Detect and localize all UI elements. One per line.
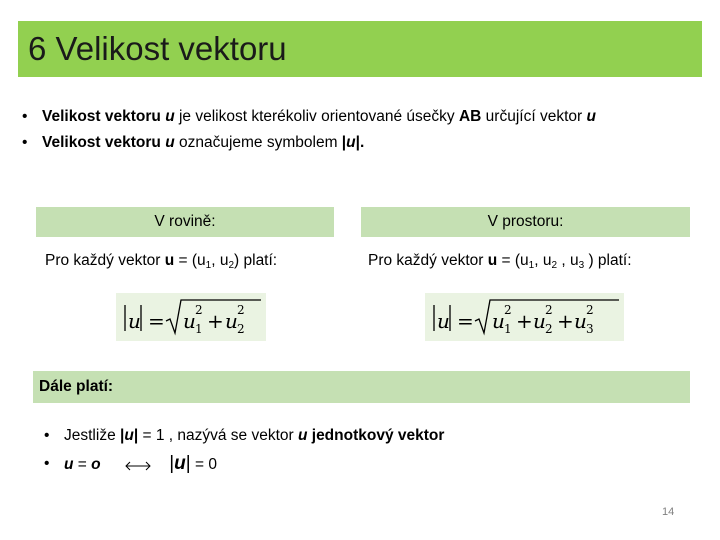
dale-bullet-item-2: • u = o |u| = 0 xyxy=(44,450,444,478)
dale-bullet-item-1: • Jestliže |u| = 1 , nazývá se vektor u jednotkový vektor xyxy=(44,422,444,450)
prostor-text: Pro každý vektor $u = (u_1$, $u_2$ , $u_3$ ) platí: xyxy=(368,252,632,271)
rovina-text: Pro každý vektor $u = (u_1$, $u_2$) platí: xyxy=(45,252,278,271)
rovina-header: V rovině: xyxy=(36,207,334,237)
segment-label: AB xyxy=(458,108,482,125)
svg-text:u: u xyxy=(225,309,238,333)
slide-title: 6 Velikost vektoru xyxy=(28,30,287,67)
equivalence-arrow-icon xyxy=(123,459,153,473)
svg-text:+: + xyxy=(516,309,533,333)
dale-label: Dále platí: xyxy=(39,378,114,395)
rovina-formula-svg xyxy=(118,295,264,339)
vector-symbol: u xyxy=(165,108,175,125)
svg-text:3: 3 xyxy=(586,322,594,336)
prostor-header: V prostoru: xyxy=(361,207,690,237)
svg-text:u: u xyxy=(574,309,587,333)
svg-text:2: 2 xyxy=(586,303,594,317)
svg-text:+: + xyxy=(207,309,224,333)
bullet-dot-icon: • xyxy=(22,108,28,125)
prostor-formula xyxy=(425,293,624,341)
svg-text:+: + xyxy=(557,309,574,333)
svg-text:u: u xyxy=(183,309,196,333)
page-number: 14 xyxy=(662,506,675,518)
svg-text:u: u xyxy=(492,309,505,333)
vector-symbol: u xyxy=(165,134,175,151)
bullet-text: je velikost kterékoliv orientované úsečky xyxy=(174,108,459,125)
bullet-text: označujeme symbolem xyxy=(174,134,342,151)
bullet-dot-icon: • xyxy=(22,134,28,151)
dale-bullet-list xyxy=(44,422,444,478)
bullet-item-1 xyxy=(22,104,596,130)
title-bar xyxy=(18,21,702,77)
svg-text:1: 1 xyxy=(195,322,203,336)
svg-text:=: = xyxy=(148,309,165,333)
abs-bar: |. xyxy=(355,134,365,151)
svg-text:2: 2 xyxy=(545,303,553,317)
svg-text:u: u xyxy=(128,309,141,333)
svg-text:2: 2 xyxy=(195,303,203,317)
svg-text:2: 2 xyxy=(237,303,245,317)
bullet-list xyxy=(22,104,596,156)
bullet-item-2 xyxy=(22,130,596,156)
bold-term: Velikost vektoru xyxy=(42,108,161,125)
dale-section-bar xyxy=(33,371,690,403)
rovina-formula xyxy=(116,293,266,341)
bold-term: Velikost vektoru xyxy=(42,134,161,151)
bullet-dot-icon: • xyxy=(44,455,50,472)
svg-text:=: = xyxy=(457,309,474,333)
svg-text:1: 1 xyxy=(504,322,512,336)
vector-symbol: u xyxy=(346,134,356,151)
svg-text:u: u xyxy=(437,309,450,333)
bullet-text: určující vektor xyxy=(481,108,587,125)
vector-symbol: u xyxy=(586,108,596,125)
bullet-dot-icon: • xyxy=(44,427,50,444)
svg-text:u: u xyxy=(533,309,546,333)
svg-text:2: 2 xyxy=(545,322,553,336)
prostor-formula-svg xyxy=(427,295,622,339)
svg-text:2: 2 xyxy=(237,322,245,336)
abs-bar: | xyxy=(341,134,347,151)
svg-text:2: 2 xyxy=(504,303,512,317)
